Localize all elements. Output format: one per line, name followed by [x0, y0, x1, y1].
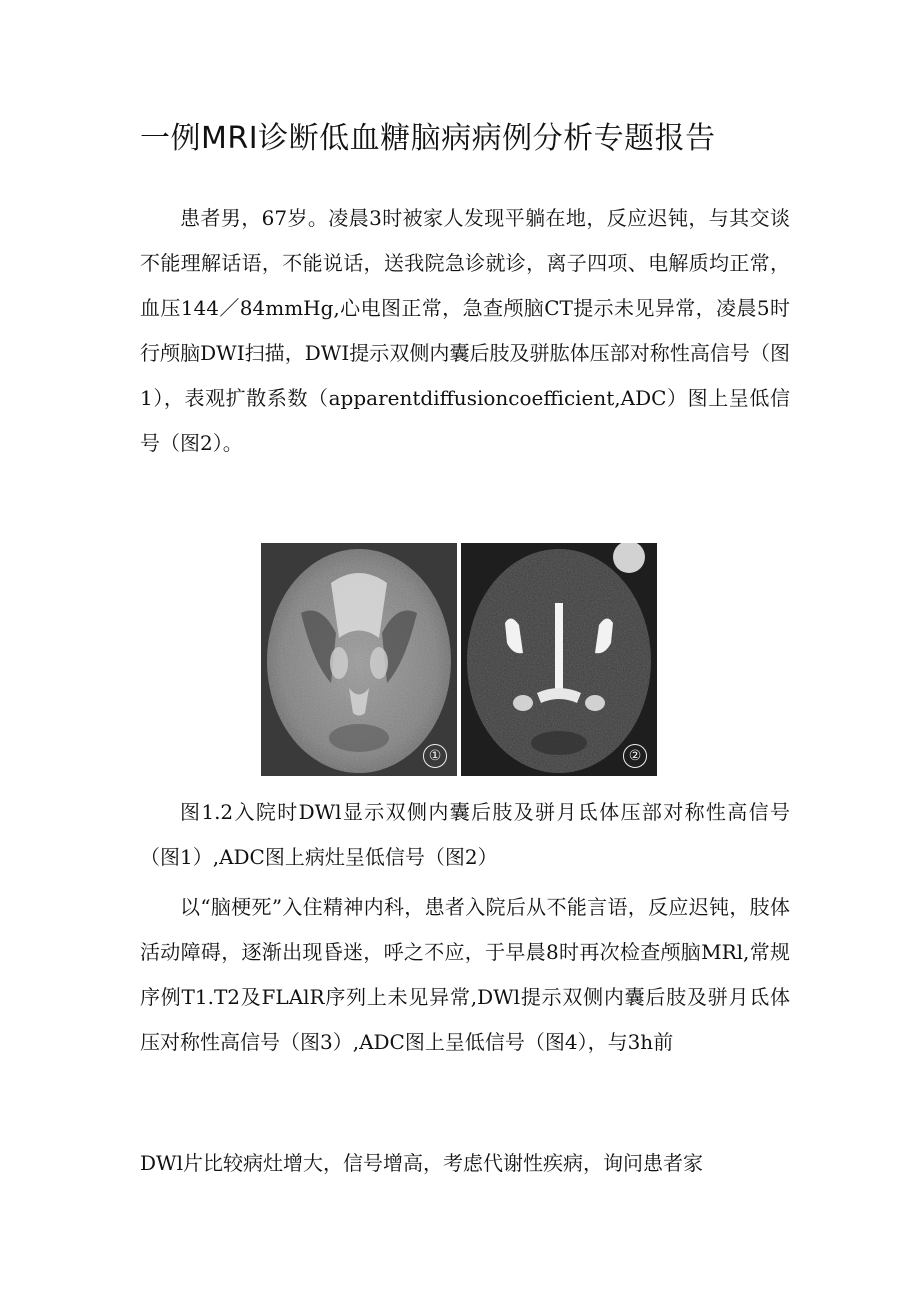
figure-caption: 图1.2入院时DWl显示双侧内囊后肢及骈月氐体压部对称性高信号（图1）,ADC图上病灶呈低信号（图2） [140, 800, 790, 869]
mri-figure [261, 543, 657, 776]
body-paragraph-2: 以“脑梗死”入住精神内科，患者入院后从不能言语，反应迟钝，肢体活动障碍，逐渐出现昏迷，呼之不应，于早晨8时再次检查颅脑MRl,常规序例T1.T2及FLAlR序列上未见异常,DWl提示双侧内囊后肢及骈月氐体压对称性高信号（图3）,ADC图上呈低信号（图4），与3h前 [140, 895, 790, 1054]
document-title: 一例MRI诊断低血糖脑病病例分析专题报告 [140, 121, 716, 156]
dwi-brain-image [261, 543, 457, 776]
adc-brain-image [461, 543, 657, 776]
panel-number-1: ① [423, 744, 447, 768]
dwi-image-panel [261, 543, 457, 776]
body-paragraph-3: DWl片比较病灶增大，信号增高，考虑代谢性疾病，询问患者家 [140, 1151, 703, 1175]
adc-image-panel [461, 543, 657, 776]
panel-number-2: ② [623, 744, 647, 768]
body-paragraph-1: 患者男，67岁。凌晨3时被家人发现平躺在地，反应迟钝，与其交谈不能理解话语，不能说话，送我院急诊就诊，离子四项、电解质均正常，血压144／84mmHg,心电图正常，急查颅脑CT提示未见异常，凌晨5时行颅脑DWI扫描，DWI提示双侧内囊后肢及骈肱体压部对称性高信号（图1），表观扩散系数（apparentdiffusioncoefficient,ADC）图上呈低信号（图2）。 [140, 206, 790, 455]
